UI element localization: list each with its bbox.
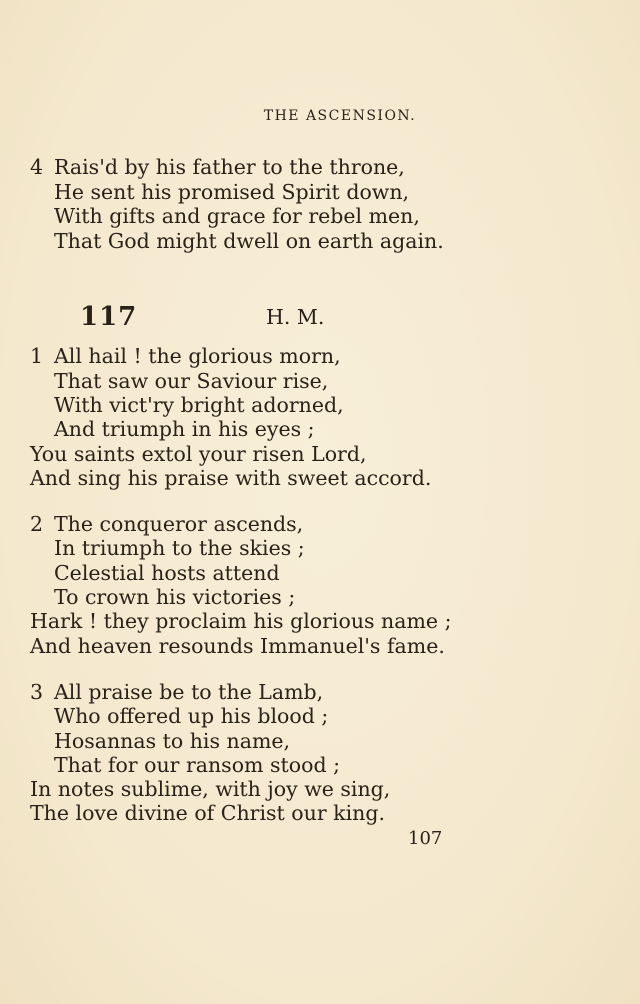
stanza-line: Hark ! they proclaim his glorious name ; bbox=[30, 609, 452, 633]
stanza-line: All praise be to the Lamb, bbox=[54, 680, 324, 704]
stanza-number: 2 bbox=[30, 512, 44, 536]
stanza-line: The conqueror ascends, bbox=[54, 512, 304, 536]
hymn-meter: H. M. bbox=[266, 305, 325, 329]
stanza-line: And triumph in his eyes ; bbox=[54, 417, 315, 441]
verse-number: 4 bbox=[30, 155, 44, 179]
stanza-line: And sing his praise with sweet accord. bbox=[30, 466, 432, 490]
stanza-number: 1 bbox=[30, 344, 44, 368]
hymn-number: 117 bbox=[80, 302, 138, 332]
running-title: THE ASCENSION. bbox=[263, 108, 417, 124]
stanza-line: Celestial hosts attend bbox=[54, 561, 280, 585]
stanza-line: And heaven resounds Immanuel's fame. bbox=[30, 634, 445, 658]
page-number: 107 bbox=[408, 828, 443, 849]
stanza-line: With vict'ry bright adorned, bbox=[54, 393, 344, 417]
stanza-line: Hosannas to his name, bbox=[54, 729, 291, 753]
stanza-number: 3 bbox=[30, 680, 44, 704]
verse-line: With gifts and grace for rebel men, bbox=[54, 204, 420, 228]
stanza-line: All hail ! the glorious morn, bbox=[54, 344, 341, 368]
verse-line: Rais'd by his father to the throne, bbox=[54, 155, 405, 179]
stanza-line: That saw our Saviour rise, bbox=[54, 369, 329, 393]
stanza-line: The love divine of Christ our king. bbox=[30, 801, 385, 825]
stanza-line: That for our ransom stood ; bbox=[54, 753, 340, 777]
stanza-line: You saints extol your risen Lord, bbox=[30, 442, 367, 466]
stanza-line: In notes sublime, with joy we sing, bbox=[30, 777, 391, 801]
verse-line: He sent his promised Spirit down, bbox=[54, 180, 410, 204]
stanza-line: To crown his victories ; bbox=[54, 585, 296, 609]
stanza-line: Who offered up his blood ; bbox=[54, 704, 329, 728]
stanza-line: In triumph to the skies ; bbox=[54, 536, 305, 560]
verse-line: That God might dwell on earth again. bbox=[54, 229, 444, 253]
